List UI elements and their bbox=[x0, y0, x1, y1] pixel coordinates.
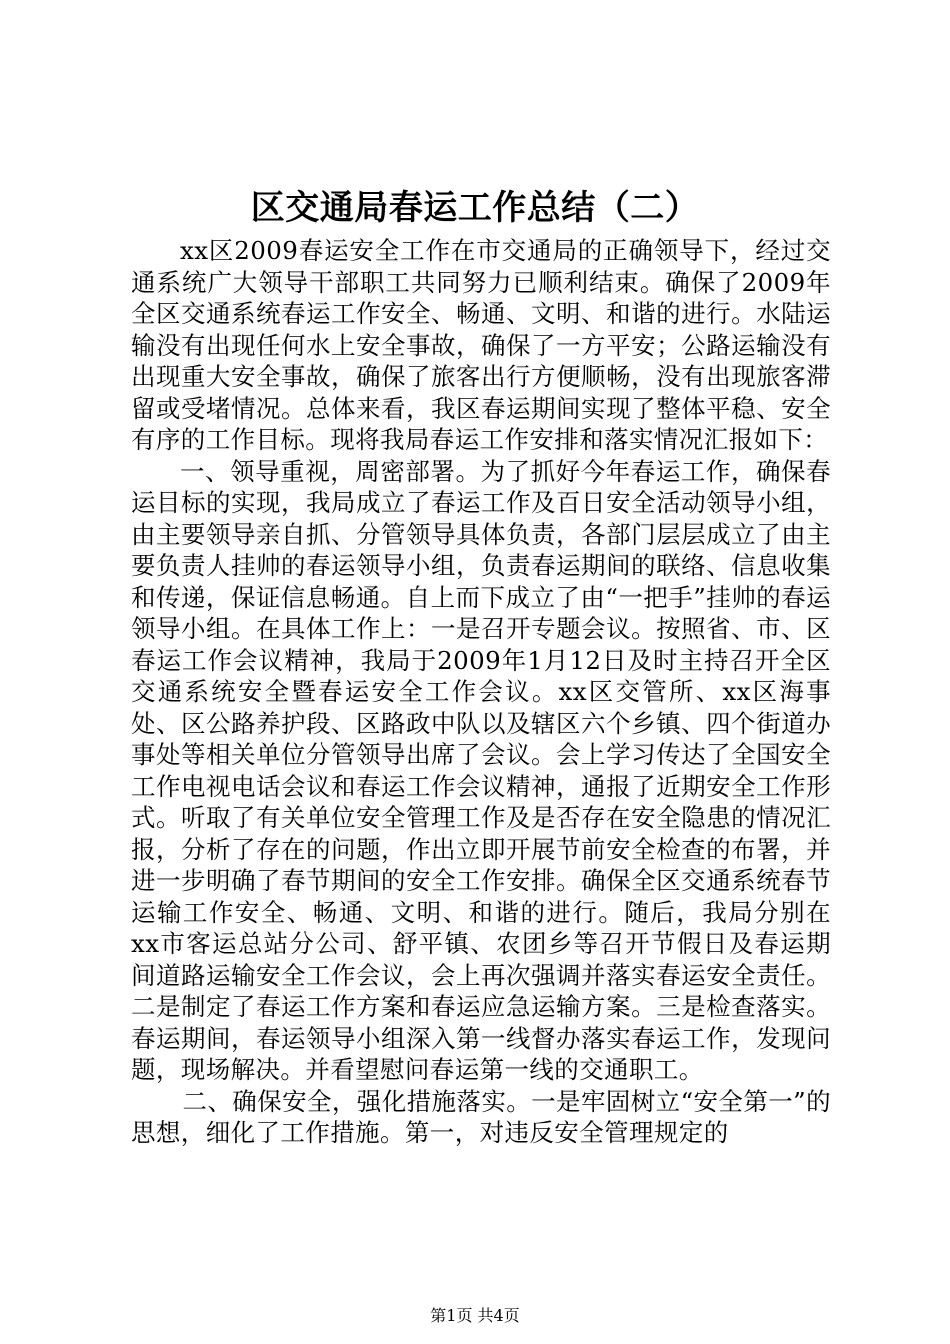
page-number-footer: 第1页 共4页 bbox=[430, 1306, 520, 1325]
paragraph-section-one: 一、领导重视，周密部署。为了抓好今年春运工作，确保春运目标的实现，我局成立了春运工作及百日安全活动领导小组，由主要领导亲自抓、分管领导具体负责，各部门层层成立了由主要负责人挂帅的春运领导小组，负责春运期间的联络、信息收集和传递，保证信息畅通。自上而下成立了由“一把手”挂帅的春运领导小组。在具体工作上：一是召开专题会议。按照省、市、区春运工作会议精神，我局于2009年1月12日及时主持召开全区交通系统安全暨春运安全工作会议。xx区交管所、xx区海事处、区公路养护段、区路政中队以及辖区六个乡镇、四个街道办事处等相关单位分管领导出席了会议。会上学习传达了全国安全工作电视电话会议和春运工作会议精神，通报了近期安全工作形式。听取了有关单位安全管理工作及是否存在安全隐患的情况汇报，分析了存在的问题，作出立即开展节前安全检查的布署，并进一步明确了春节期间的安全工作安排。确保全区交通系统春节运输工作安全、畅通、文明、和谐的进行。随后，我局分别在xx市客运总站分公司、舒平镇、农团乡等召开节假日及春运期间道路运输安全工作会议，会上再次强调并落实春运安全责任。二是制定了春运工作方案和春运应急运输方案。三是检查落实。春运期间，春运领导小组深入第一线督办落实春运工作，发现问题，现场解决。并看望慰问春运第一线的交通职工。 bbox=[131, 456, 831, 1084]
paragraph-intro: xx区2009春运安全工作在市交通局的正确领导下，经过交通系统广大领导干部职工共同努力已顺利结束。确保了2009年全区交通系统春运工作安全、畅通、文明、和谐的进行。水陆运输没有出现任何水上安全事故，确保了一方平安；公路运输没有出现重大安全事故，确保了旅客出行方便顺畅，没有出现旅客滞留或受堵情况。总体来看，我区春运期间实现了整体平稳、安全有序的工作目标。现将我局春运工作安排和落实情况汇报如下： bbox=[131, 236, 831, 454]
document-title: 区交通局春运工作总结（二） bbox=[250, 188, 700, 228]
paragraph-section-two: 二、确保安全，强化措施落实。一是牢固树立“安全第一”的思想，细化了工作措施。第一，对违反安全管理规定的 bbox=[131, 1086, 831, 1147]
document-body bbox=[131, 235, 831, 1149]
